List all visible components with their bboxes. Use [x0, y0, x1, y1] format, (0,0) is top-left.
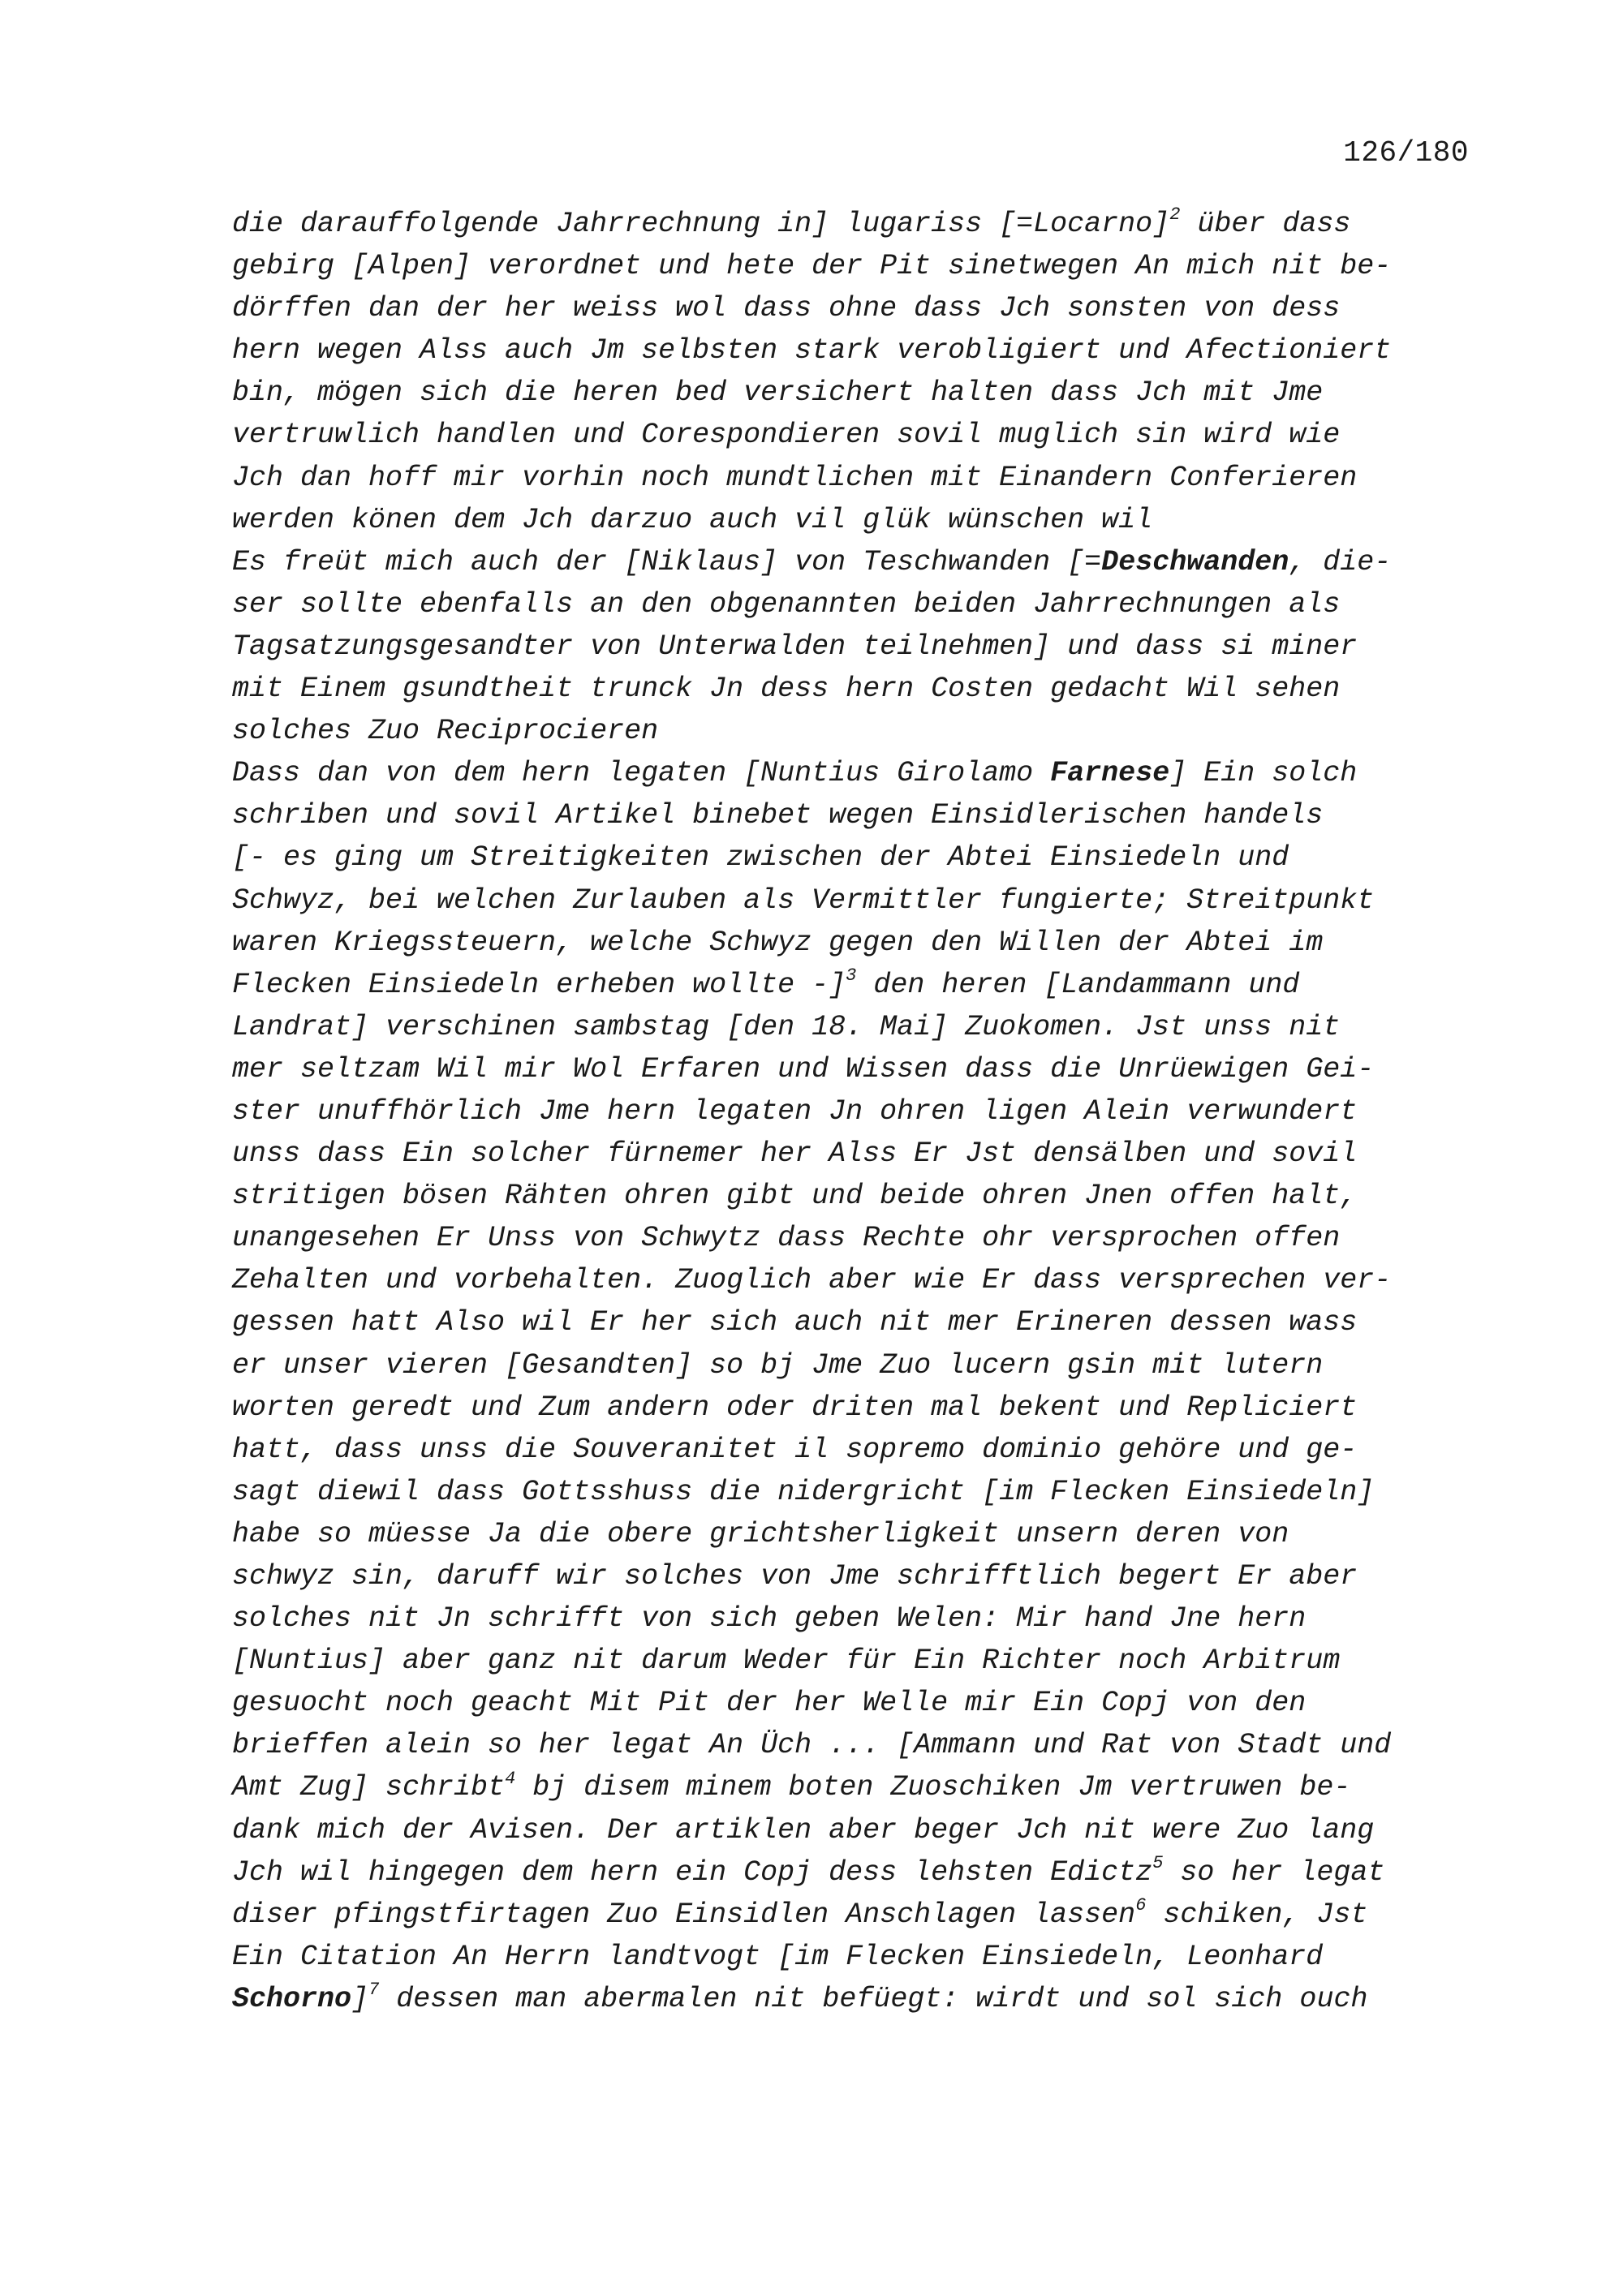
bold-name: Schorno	[232, 1982, 352, 2015]
text-line: unss dass Ein solcher fürnemer her Alss Er Jst densälben und sovil	[232, 1137, 1358, 1171]
text-line: die darauffolgende Jahrrechnung in] lugariss [=Locarno]$^2$ über dass	[232, 204, 1351, 240]
text-line: [Nuntius] aber ganz nit darum Weder für Ein Richter noch Arbitrum	[232, 1645, 1341, 1678]
text-line: ster unuffhörlich Jme hern legaten Jn ohren ligen Alein verwundert	[232, 1094, 1358, 1128]
text-line: gessen hatt Also wil Er her sich auch nit mer Erineren dessen wass	[232, 1306, 1358, 1339]
text-line: ser sollte ebenfalls an den obgenannten beiden Jahrrechnungen als	[232, 587, 1341, 621]
text-line: dörffen dan der her weiss wol dass ohne dass Jch sonsten von dess	[232, 292, 1341, 325]
text-line: waren Kriegssteuern, welche Schwyz gegen den Willen der Abtei im	[232, 926, 1324, 959]
text-line: er unser vieren [Gesandten] so bj Jme Zuo lucern gsin mit lutern	[232, 1348, 1324, 1382]
text-line: [- es ging um Streitigkeiten zwischen der Abtei Einsiedeln und	[232, 841, 1289, 875]
text-line: gesuocht noch geacht Mit Pit der her Welle mir Ein Copj von den	[232, 1687, 1307, 1720]
text-line: unangesehen Er Unss von Schwytz dass Rechte ohr versprochen offen	[232, 1222, 1341, 1255]
footnote-marker: 2	[1169, 204, 1181, 226]
text-line: stritigen bösen Rähten ohren gibt und beide ohren Jnen offen halt,	[232, 1180, 1358, 1213]
text-line: sagt diewil dass Gottsshuss die nidergricht [im Flecken Einsiedeln]	[232, 1475, 1375, 1508]
text-line: schwyz sin, daruff wir solches von Jme schrifftlich begert Er aber	[232, 1560, 1358, 1593]
text-line: Landrat] verschinen sambstag [den 18. Mai] Zuokomen. Jst unss nit	[232, 1010, 1341, 1043]
text-line: habe so müesse Ja die obere grichtsherligkeit unsern deren von	[232, 1517, 1289, 1550]
text-line: Jch dan hoff mir vorhin noch mundtlichen mit Einandern Conferieren	[232, 461, 1358, 494]
bold-name: Farnese	[1050, 757, 1170, 790]
text-line: bin, mögen sich die heren bed versichert halten dass Jch mit Jme	[232, 376, 1324, 410]
text-line: solches Zuo Reciprocieren	[232, 715, 659, 748]
text-line: gebirg [Alpen] verordnet und hete der Pit sinetwegen An mich nit be-	[232, 250, 1392, 283]
text-line: mer seltzam Wil mir Wol Erfaren und Wissen dass die Unrüewigen Gei-	[232, 1052, 1375, 1086]
text-line: vertruwlich handlen und Corespondieren sovil muglich sin wird wie	[232, 419, 1341, 452]
text-line: hern wegen Alss auch Jm selbsten stark verobligiert und Afectioniert	[232, 334, 1392, 368]
text-line: brieffen alein so her legat An Üch ... [Ammann und Rat von Stadt und	[232, 1729, 1392, 1762]
text-line: solches nit Jn schrifft von sich geben Welen: Mir hand Jne hern	[232, 1602, 1307, 1636]
text-line: Jch wil hingegen dem hern ein Copj dess lehsten Edictz$^5$ so her legat	[232, 1853, 1385, 1889]
text-line: Tagsatzungsgesandter von Unterwalden teilnehmen] und dass si miner	[232, 630, 1358, 663]
text-line: Schwyz, bei welchen Zurlauben als Vermittler fungierte; Streitpunkt	[232, 884, 1375, 917]
text-line: Zehalten und vorbehalten. Zuoglich aber wie Er dass versprechen ver-	[232, 1264, 1392, 1297]
text-line: hatt, dass unss die Souveranitet il sopremo dominio gehöre und ge-	[232, 1433, 1358, 1466]
text-line: Flecken Einsiedeln erheben wollte -]$^3$ den heren [Landammann und	[232, 965, 1300, 1001]
footnote-marker: 7	[368, 1980, 380, 2001]
text-line: Es freüt mich auch der [Niklaus] von Teschwanden [=Deschwanden, die-	[232, 545, 1392, 578]
text-line: dank mich der Avisen. Der artiklen aber beger Jch nit were Zuo lang	[232, 1813, 1375, 1847]
text-line: diser pfingstfirtagen Zuo Einsidlen Anschlagen lassen$^6$ schiken, Jst	[232, 1895, 1368, 1931]
bold-name: Deschwanden	[1101, 545, 1289, 578]
footnote-marker: 3	[846, 965, 857, 987]
text-line: Dass dan von dem hern legaten [Nuntius Girolamo Farnese] Ein solch	[232, 757, 1358, 790]
text-line: mit Einem gsundtheit trunck Jn dess hern Costen gedacht Wil sehen	[232, 673, 1341, 706]
text-line: werden könen dem Jch darzuo auch vil glük wünschen wil	[232, 503, 1153, 536]
text-line: worten geredt und Zum andern oder driten mal bekent und Repliciert	[232, 1391, 1358, 1424]
text-line: Schorno]$^7$ dessen man abermalen nit befüegt: wirdt und sol sich ouch	[232, 1980, 1368, 2015]
footnote-marker: 4	[505, 1768, 516, 1789]
text-line: Ein Citation An Herrn landtvogt [im Flecken Einsiedeln, Leonhard	[232, 1940, 1324, 1973]
text-line: schriben und sovil Artikel binebet wegen Einsidlerischen handels	[232, 799, 1324, 832]
footnote-marker: 5	[1152, 1853, 1164, 1873]
page-number: 126/180	[1343, 136, 1469, 170]
text-line: Amt Zug] schribt$^4$ bj disem minem boten Zuoschiken Jm vertruwen be-	[232, 1768, 1351, 1804]
footnote-marker: 6	[1135, 1895, 1147, 1916]
document-body	[232, 203, 1498, 2020]
